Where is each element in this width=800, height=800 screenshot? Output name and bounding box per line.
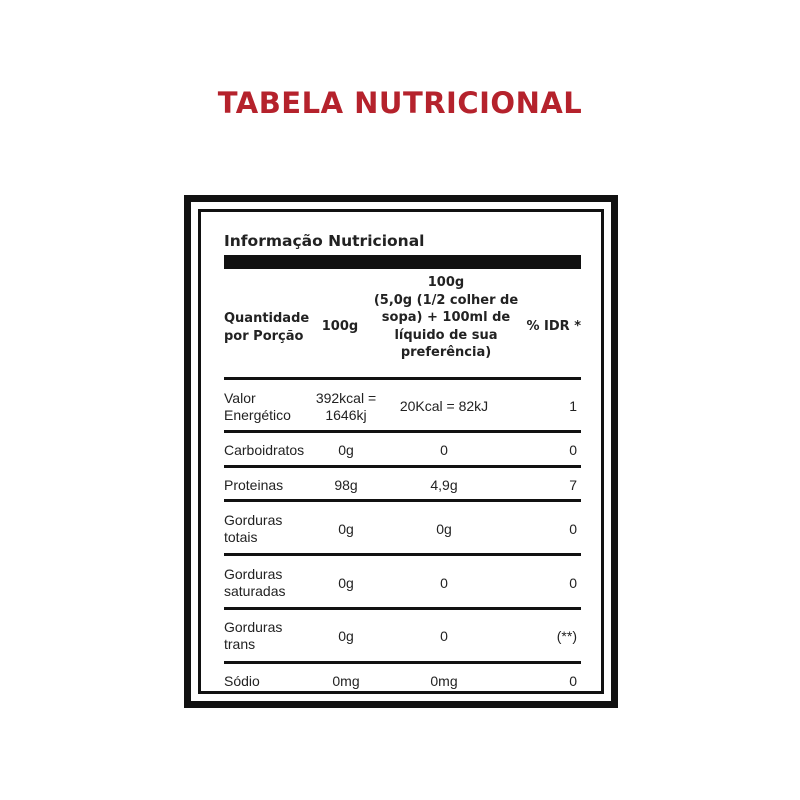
header-quantity: Quantidade por Porção bbox=[224, 311, 310, 344]
panel-title: Informação Nutricional bbox=[224, 232, 425, 250]
row-serving: 0 bbox=[440, 575, 448, 591]
row-idr: 0 bbox=[569, 673, 577, 689]
row-idr: 7 bbox=[569, 477, 577, 493]
row-per-100g: 98g bbox=[334, 477, 358, 493]
row-serving: 4,9g bbox=[430, 477, 458, 493]
row-name: Valor Energético bbox=[224, 390, 291, 423]
header-idr: % IDR * bbox=[526, 319, 581, 334]
header-divider-bar bbox=[224, 255, 581, 269]
row-name: Gorduras trans bbox=[224, 619, 283, 652]
row-serving: 0 bbox=[440, 442, 448, 458]
row-per-100g: 0g bbox=[338, 628, 354, 644]
page-title: TABELA NUTRICIONAL bbox=[217, 86, 583, 120]
header-per-100g: 100g bbox=[321, 319, 359, 334]
row-serving: 0mg bbox=[430, 673, 458, 689]
row-name: Proteinas bbox=[224, 477, 284, 493]
header-serving: 100g (5,0g (1/2 colher de sopa) + 100ml de líquido de sua preferência) bbox=[373, 275, 519, 360]
row-name: Gorduras totais bbox=[224, 512, 283, 545]
row-per-100g: 0g bbox=[338, 575, 354, 591]
row-serving: 20Kcal = 82kJ bbox=[399, 398, 489, 414]
row-divider bbox=[224, 607, 581, 610]
row-idr: 1 bbox=[569, 398, 577, 414]
row-divider bbox=[224, 661, 581, 664]
nutrition-table-inner-frame bbox=[198, 209, 604, 694]
row-divider bbox=[224, 377, 581, 380]
row-divider bbox=[224, 465, 581, 468]
row-name: Gorduras saturadas bbox=[224, 566, 286, 599]
row-name: Carboidratos bbox=[224, 442, 305, 458]
row-idr: 0 bbox=[569, 442, 577, 458]
row-serving: 0g bbox=[436, 521, 452, 537]
row-per-100g: 0mg bbox=[332, 673, 360, 689]
row-divider bbox=[224, 430, 581, 433]
row-per-100g: 0g bbox=[338, 521, 354, 537]
row-name: Sódio bbox=[224, 673, 260, 689]
row-idr: 0 bbox=[569, 575, 577, 591]
row-per-100g: 392kcal = 1646kj bbox=[315, 390, 377, 423]
row-idr: (**) bbox=[556, 628, 577, 644]
row-idr: 0 bbox=[569, 521, 577, 537]
row-divider bbox=[224, 499, 581, 502]
nutrition-table-frame bbox=[184, 195, 618, 708]
row-divider bbox=[224, 553, 581, 556]
row-per-100g: 0g bbox=[338, 442, 354, 458]
row-serving: 0 bbox=[440, 628, 448, 644]
